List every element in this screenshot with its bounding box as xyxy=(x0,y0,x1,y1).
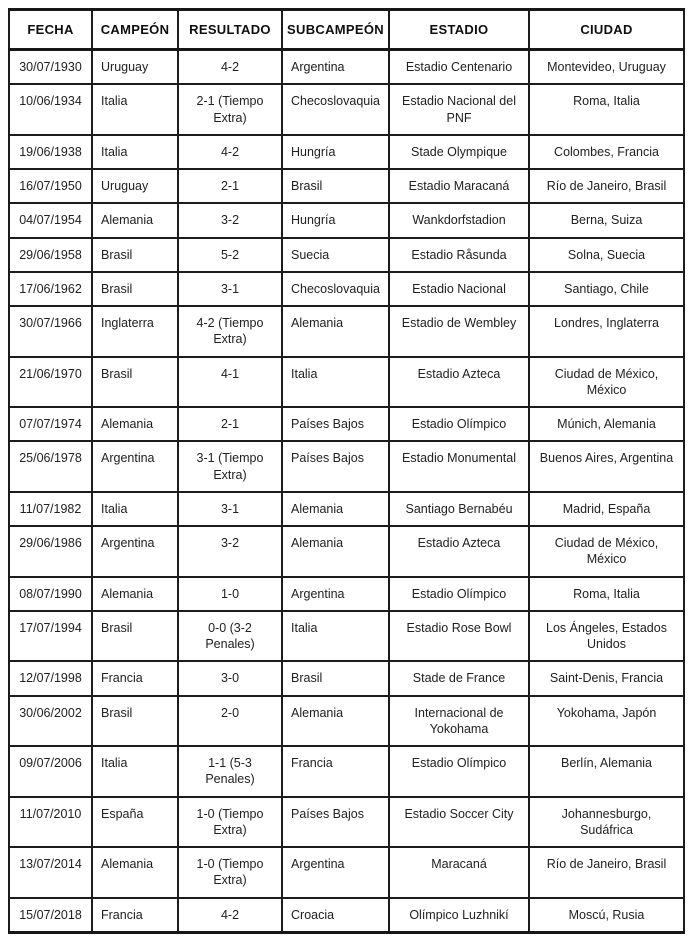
cell-estadio: Internacional de Yokohama xyxy=(389,696,529,747)
cell-campeon: Francia xyxy=(92,898,178,933)
table-row xyxy=(9,797,684,848)
table-row xyxy=(9,135,684,169)
table-row xyxy=(9,661,684,695)
cell-estadio: Estadio Monumental xyxy=(389,441,529,492)
cell-subcampeon: Brasil xyxy=(282,661,389,695)
table-header xyxy=(9,10,684,50)
cell-resultado: 1-1 (5-3 Penales) xyxy=(178,746,282,797)
cell-subcampeon: Alemania xyxy=(282,306,389,357)
cell-estadio: Estadio Nacional del PNF xyxy=(389,84,529,135)
cell-subcampeon: Hungría xyxy=(282,135,389,169)
cell-fecha: 11/07/1982 xyxy=(9,492,92,526)
cell-estadio: Estadio Olímpico xyxy=(389,407,529,441)
cell-campeon: Brasil xyxy=(92,696,178,747)
cell-estadio: Maracaná xyxy=(389,847,529,898)
table-row xyxy=(9,611,684,662)
cell-resultado: 2-1 xyxy=(178,407,282,441)
cell-resultado: 0-0 (3-2 Penales) xyxy=(178,611,282,662)
cell-estadio: Estadio Azteca xyxy=(389,357,529,408)
cell-ciudad: Santiago, Chile xyxy=(529,272,684,306)
cell-ciudad: Múnich, Alemania xyxy=(529,407,684,441)
cell-resultado: 3-1 xyxy=(178,492,282,526)
cell-estadio: Estadio Maracaná xyxy=(389,169,529,203)
cell-ciudad: Madrid, España xyxy=(529,492,684,526)
table-row xyxy=(9,696,684,747)
cell-resultado: 2-1 xyxy=(178,169,282,203)
cell-campeon: Alemania xyxy=(92,847,178,898)
column-header-estadio: ESTADIO xyxy=(389,10,529,50)
cell-resultado: 1-0 xyxy=(178,577,282,611)
cell-ciudad: Buenos Aires, Argentina xyxy=(529,441,684,492)
cell-resultado: 3-2 xyxy=(178,203,282,237)
table-row xyxy=(9,84,684,135)
cell-campeon: Italia xyxy=(92,84,178,135)
cell-fecha: 25/06/1978 xyxy=(9,441,92,492)
cell-subcampeon: Italia xyxy=(282,611,389,662)
cell-resultado: 1-0 (Tiempo Extra) xyxy=(178,797,282,848)
table-row xyxy=(9,50,684,85)
column-header-campeon: CAMPEÓN xyxy=(92,10,178,50)
cell-fecha: 15/07/2018 xyxy=(9,898,92,933)
cell-estadio: Santiago Bernabéu xyxy=(389,492,529,526)
cell-campeon: Uruguay xyxy=(92,169,178,203)
cell-estadio: Estadio Centenario xyxy=(389,50,529,85)
cell-subcampeon: Países Bajos xyxy=(282,797,389,848)
cell-ciudad: Ciudad de México, México xyxy=(529,526,684,577)
worldcup-finals-table xyxy=(8,8,685,934)
cell-ciudad: Roma, Italia xyxy=(529,577,684,611)
cell-ciudad: Yokohama, Japón xyxy=(529,696,684,747)
cell-estadio: Estadio Azteca xyxy=(389,526,529,577)
table-row xyxy=(9,526,684,577)
cell-ciudad: Londres, Inglaterra xyxy=(529,306,684,357)
cell-subcampeon: Alemania xyxy=(282,526,389,577)
cell-fecha: 11/07/2010 xyxy=(9,797,92,848)
cell-campeon: Uruguay xyxy=(92,50,178,85)
cell-fecha: 29/06/1958 xyxy=(9,238,92,272)
cell-fecha: 10/06/1934 xyxy=(9,84,92,135)
cell-estadio: Estadio Nacional xyxy=(389,272,529,306)
column-header-subcampeon: SUBCAMPEÓN xyxy=(282,10,389,50)
header-row xyxy=(9,10,684,50)
cell-resultado: 1-0 (Tiempo Extra) xyxy=(178,847,282,898)
table-row xyxy=(9,169,684,203)
cell-ciudad: Colombes, Francia xyxy=(529,135,684,169)
table-row xyxy=(9,238,684,272)
cell-campeon: Argentina xyxy=(92,526,178,577)
cell-subcampeon: Italia xyxy=(282,357,389,408)
cell-subcampeon: Argentina xyxy=(282,847,389,898)
cell-campeon: Brasil xyxy=(92,272,178,306)
cell-ciudad: Los Ángeles, Estados Unidos xyxy=(529,611,684,662)
cell-ciudad: Berlín, Alemania xyxy=(529,746,684,797)
cell-resultado: 4-2 xyxy=(178,50,282,85)
cell-subcampeon: Brasil xyxy=(282,169,389,203)
cell-estadio: Stade Olympique xyxy=(389,135,529,169)
cell-fecha: 09/07/2006 xyxy=(9,746,92,797)
cell-subcampeon: Argentina xyxy=(282,577,389,611)
cell-fecha: 12/07/1998 xyxy=(9,661,92,695)
table-row xyxy=(9,203,684,237)
table-row xyxy=(9,272,684,306)
cell-fecha: 19/06/1938 xyxy=(9,135,92,169)
cell-resultado: 4-2 (Tiempo Extra) xyxy=(178,306,282,357)
cell-fecha: 08/07/1990 xyxy=(9,577,92,611)
cell-estadio: Estadio Olímpico xyxy=(389,577,529,611)
cell-resultado: 4-1 xyxy=(178,357,282,408)
cell-fecha: 29/06/1986 xyxy=(9,526,92,577)
cell-subcampeon: Países Bajos xyxy=(282,441,389,492)
cell-resultado: 3-1 xyxy=(178,272,282,306)
cell-fecha: 30/07/1930 xyxy=(9,50,92,85)
cell-fecha: 17/06/1962 xyxy=(9,272,92,306)
cell-ciudad: Moscú, Rusia xyxy=(529,898,684,933)
cell-ciudad: Johannesburgo, Sudáfrica xyxy=(529,797,684,848)
cell-subcampeon: Hungría xyxy=(282,203,389,237)
cell-campeon: Alemania xyxy=(92,407,178,441)
cell-fecha: 17/07/1994 xyxy=(9,611,92,662)
cell-fecha: 30/07/1966 xyxy=(9,306,92,357)
table-body xyxy=(9,50,684,933)
cell-subcampeon: Alemania xyxy=(282,696,389,747)
cell-resultado: 3-1 (Tiempo Extra) xyxy=(178,441,282,492)
cell-estadio: Estadio Rose Bowl xyxy=(389,611,529,662)
cell-campeon: Alemania xyxy=(92,203,178,237)
cell-estadio: Estadio Olímpico xyxy=(389,746,529,797)
cell-campeon: Italia xyxy=(92,746,178,797)
cell-subcampeon: Croacia xyxy=(282,898,389,933)
cell-campeon: Inglaterra xyxy=(92,306,178,357)
cell-subcampeon: Checoslovaquia xyxy=(282,272,389,306)
cell-ciudad: Saint-Denis, Francia xyxy=(529,661,684,695)
cell-fecha: 21/06/1970 xyxy=(9,357,92,408)
cell-subcampeon: Alemania xyxy=(282,492,389,526)
cell-subcampeon: Checoslovaquia xyxy=(282,84,389,135)
table-row xyxy=(9,492,684,526)
table-row xyxy=(9,357,684,408)
cell-estadio: Estadio Råsunda xyxy=(389,238,529,272)
cell-campeon: Brasil xyxy=(92,357,178,408)
cell-fecha: 13/07/2014 xyxy=(9,847,92,898)
cell-campeon: España xyxy=(92,797,178,848)
cell-resultado: 5-2 xyxy=(178,238,282,272)
cell-estadio: Olímpico Luzhnikí xyxy=(389,898,529,933)
cell-resultado: 4-2 xyxy=(178,898,282,933)
cell-ciudad: Río de Janeiro, Brasil xyxy=(529,169,684,203)
cell-campeon: Italia xyxy=(92,492,178,526)
cell-ciudad: Solna, Suecia xyxy=(529,238,684,272)
cell-campeon: Francia xyxy=(92,661,178,695)
table-row xyxy=(9,847,684,898)
cell-resultado: 4-2 xyxy=(178,135,282,169)
cell-subcampeon: Francia xyxy=(282,746,389,797)
cell-ciudad: Berna, Suiza xyxy=(529,203,684,237)
cell-subcampeon: Argentina xyxy=(282,50,389,85)
cell-ciudad: Roma, Italia xyxy=(529,84,684,135)
cell-campeon: Alemania xyxy=(92,577,178,611)
cell-resultado: 3-0 xyxy=(178,661,282,695)
cell-estadio: Estadio Soccer City xyxy=(389,797,529,848)
cell-campeon: Italia xyxy=(92,135,178,169)
column-header-resultado: RESULTADO xyxy=(178,10,282,50)
cell-fecha: 30/06/2002 xyxy=(9,696,92,747)
cell-campeon: Brasil xyxy=(92,611,178,662)
table-row xyxy=(9,306,684,357)
cell-campeon: Brasil xyxy=(92,238,178,272)
cell-ciudad: Ciudad de México, México xyxy=(529,357,684,408)
cell-subcampeon: Países Bajos xyxy=(282,407,389,441)
cell-subcampeon: Suecia xyxy=(282,238,389,272)
cell-estadio: Stade de France xyxy=(389,661,529,695)
cell-ciudad: Montevideo, Uruguay xyxy=(529,50,684,85)
column-header-ciudad: CIUDAD xyxy=(529,10,684,50)
cell-resultado: 2-1 (Tiempo Extra) xyxy=(178,84,282,135)
cell-fecha: 16/07/1950 xyxy=(9,169,92,203)
cell-fecha: 07/07/1974 xyxy=(9,407,92,441)
cell-resultado: 3-2 xyxy=(178,526,282,577)
cell-campeon: Argentina xyxy=(92,441,178,492)
column-header-fecha: FECHA xyxy=(9,10,92,50)
cell-fecha: 04/07/1954 xyxy=(9,203,92,237)
cell-estadio: Estadio de Wembley xyxy=(389,306,529,357)
table-row xyxy=(9,407,684,441)
table-row xyxy=(9,746,684,797)
cell-ciudad: Río de Janeiro, Brasil xyxy=(529,847,684,898)
table-row xyxy=(9,898,684,933)
cell-resultado: 2-0 xyxy=(178,696,282,747)
table-row xyxy=(9,441,684,492)
table-row xyxy=(9,577,684,611)
cell-estadio: Wankdorfstadion xyxy=(389,203,529,237)
